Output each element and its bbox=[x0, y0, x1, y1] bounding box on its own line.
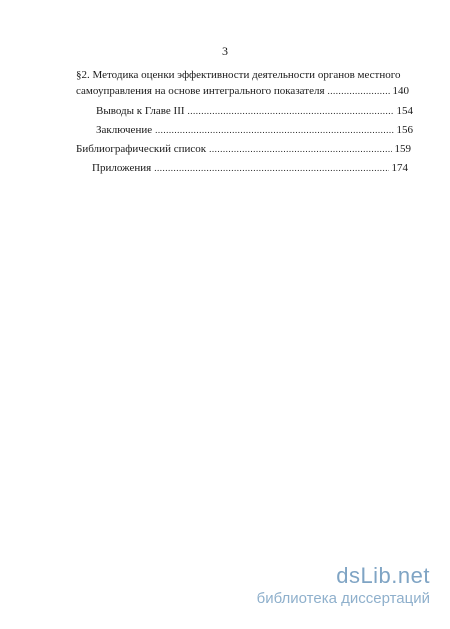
toc-entry-section-2 bbox=[76, 84, 409, 98]
toc-page-number: 154 bbox=[396, 105, 413, 117]
page-number: 3 bbox=[222, 44, 228, 58]
toc-page-number: 156 bbox=[396, 124, 413, 136]
toc-entry-conclusions bbox=[96, 104, 413, 118]
toc-entry-label: самоуправления на основе интегрального показателя bbox=[76, 85, 325, 97]
dot-leader bbox=[154, 161, 388, 175]
toc-page-number: 140 bbox=[392, 85, 409, 97]
toc-entry-appendix bbox=[92, 161, 408, 175]
toc-entry-label: Приложения bbox=[92, 162, 152, 174]
toc-entry-section-2-title: §2. Методика оценки эффективности деятельности органов местного bbox=[76, 69, 401, 81]
watermark-logo: dsLib.net bbox=[336, 563, 430, 588]
dot-leader bbox=[209, 142, 391, 156]
toc-entry-conclusion bbox=[96, 123, 413, 137]
watermark-subtitle: библиотека диссертаций bbox=[256, 590, 430, 607]
watermark bbox=[257, 563, 430, 607]
toc-entry-label: Библиографический список bbox=[76, 143, 207, 155]
toc-page-number: 159 bbox=[394, 143, 411, 155]
dot-leader bbox=[328, 84, 390, 98]
toc-entry-label: Заключение bbox=[96, 124, 153, 136]
dot-leader bbox=[188, 104, 394, 118]
toc-page-number: 174 bbox=[391, 162, 408, 174]
toc-entry-label: Выводы к Главе III bbox=[96, 105, 185, 117]
toc-entry-bibliography bbox=[76, 142, 411, 156]
dot-leader bbox=[155, 123, 393, 137]
